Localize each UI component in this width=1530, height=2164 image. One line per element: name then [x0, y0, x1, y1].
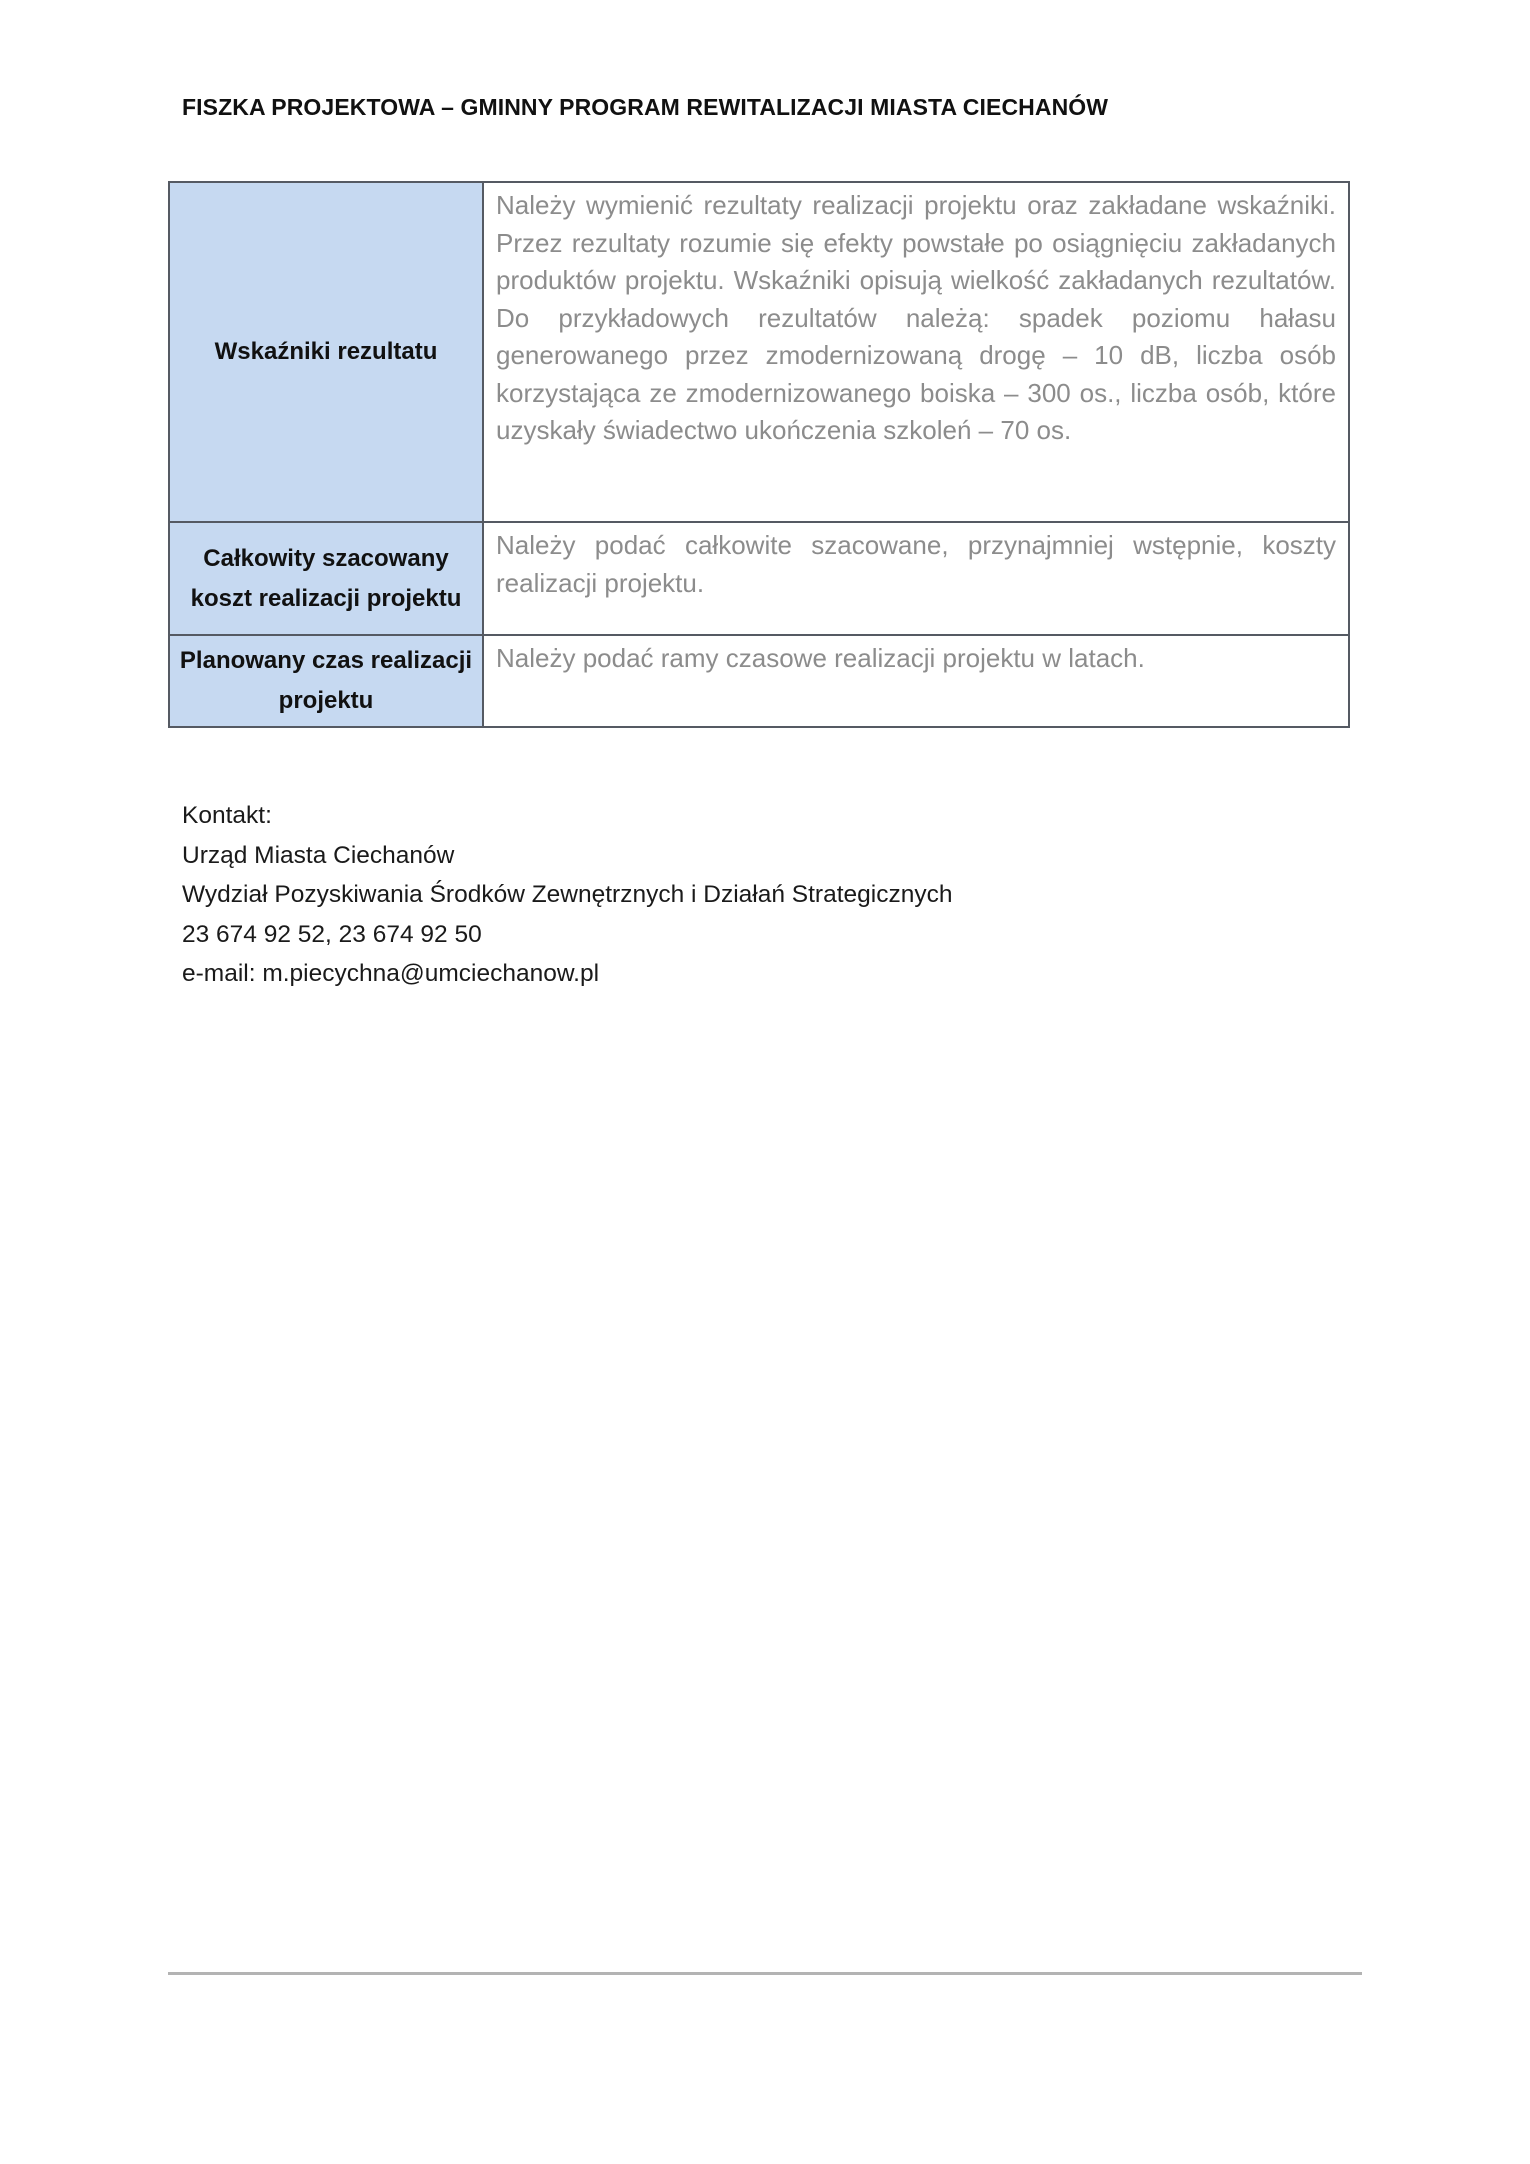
footer-divider — [168, 1972, 1362, 1975]
contact-block — [182, 796, 952, 994]
row-description-total-cost: Należy podać całkowite szacowane, przynajmniej wstępnie, koszty realizacji projektu. — [483, 522, 1349, 635]
contact-phones: 23 674 92 52, 23 674 92 50 — [182, 920, 482, 948]
contact-email: e-mail: m.piecychna@umciechanow.pl — [182, 960, 600, 987]
row-label-result-indicators: Wskaźniki rezultatu — [169, 182, 483, 522]
row-description-planned-time: Należy podać ramy czasowe realizacji projektu w latach. — [483, 635, 1349, 727]
row-label-total-cost: Całkowity szacowany koszt realizacji projektu — [169, 522, 483, 635]
row-description-result-indicators: Należy wymienić rezultaty realizacji projektu oraz zakładane wskaźniki. Przez rezultaty rozumie się efekty powstałe po osiągnięciu zakładanych produktów projektu. Wskaźniki opisują wielkość zakładanych rezultatów. Do przykładowych rezultatów należą: spadek poziomu hałasu generowanego przez zmodernizowaną drogę – 10 dB, liczba osób korzystająca ze zmodernizowanego boiska – 300 os., liczba osób, które uzyskały świadectwo ukończenia szkoleń – 70 os. — [483, 182, 1349, 522]
table-row — [169, 635, 1349, 727]
contact-department: Wydział Pozyskiwania Środków Zewnętrznych i Działań Strategicznych — [182, 881, 953, 908]
contact-office: Urząd Miasta Ciechanów — [182, 841, 455, 869]
page-header-title: FISZKA PROJEKTOWA – GMINNY PROGRAM REWITALIZACJI MIASTA CIECHANÓW — [182, 94, 1109, 120]
row-label-planned-time: Planowany czas realizacji projektu — [169, 635, 483, 727]
project-info-table — [168, 181, 1350, 728]
contact-heading: Kontakt: — [182, 802, 272, 829]
table-row — [169, 522, 1349, 635]
table-row — [169, 182, 1349, 522]
